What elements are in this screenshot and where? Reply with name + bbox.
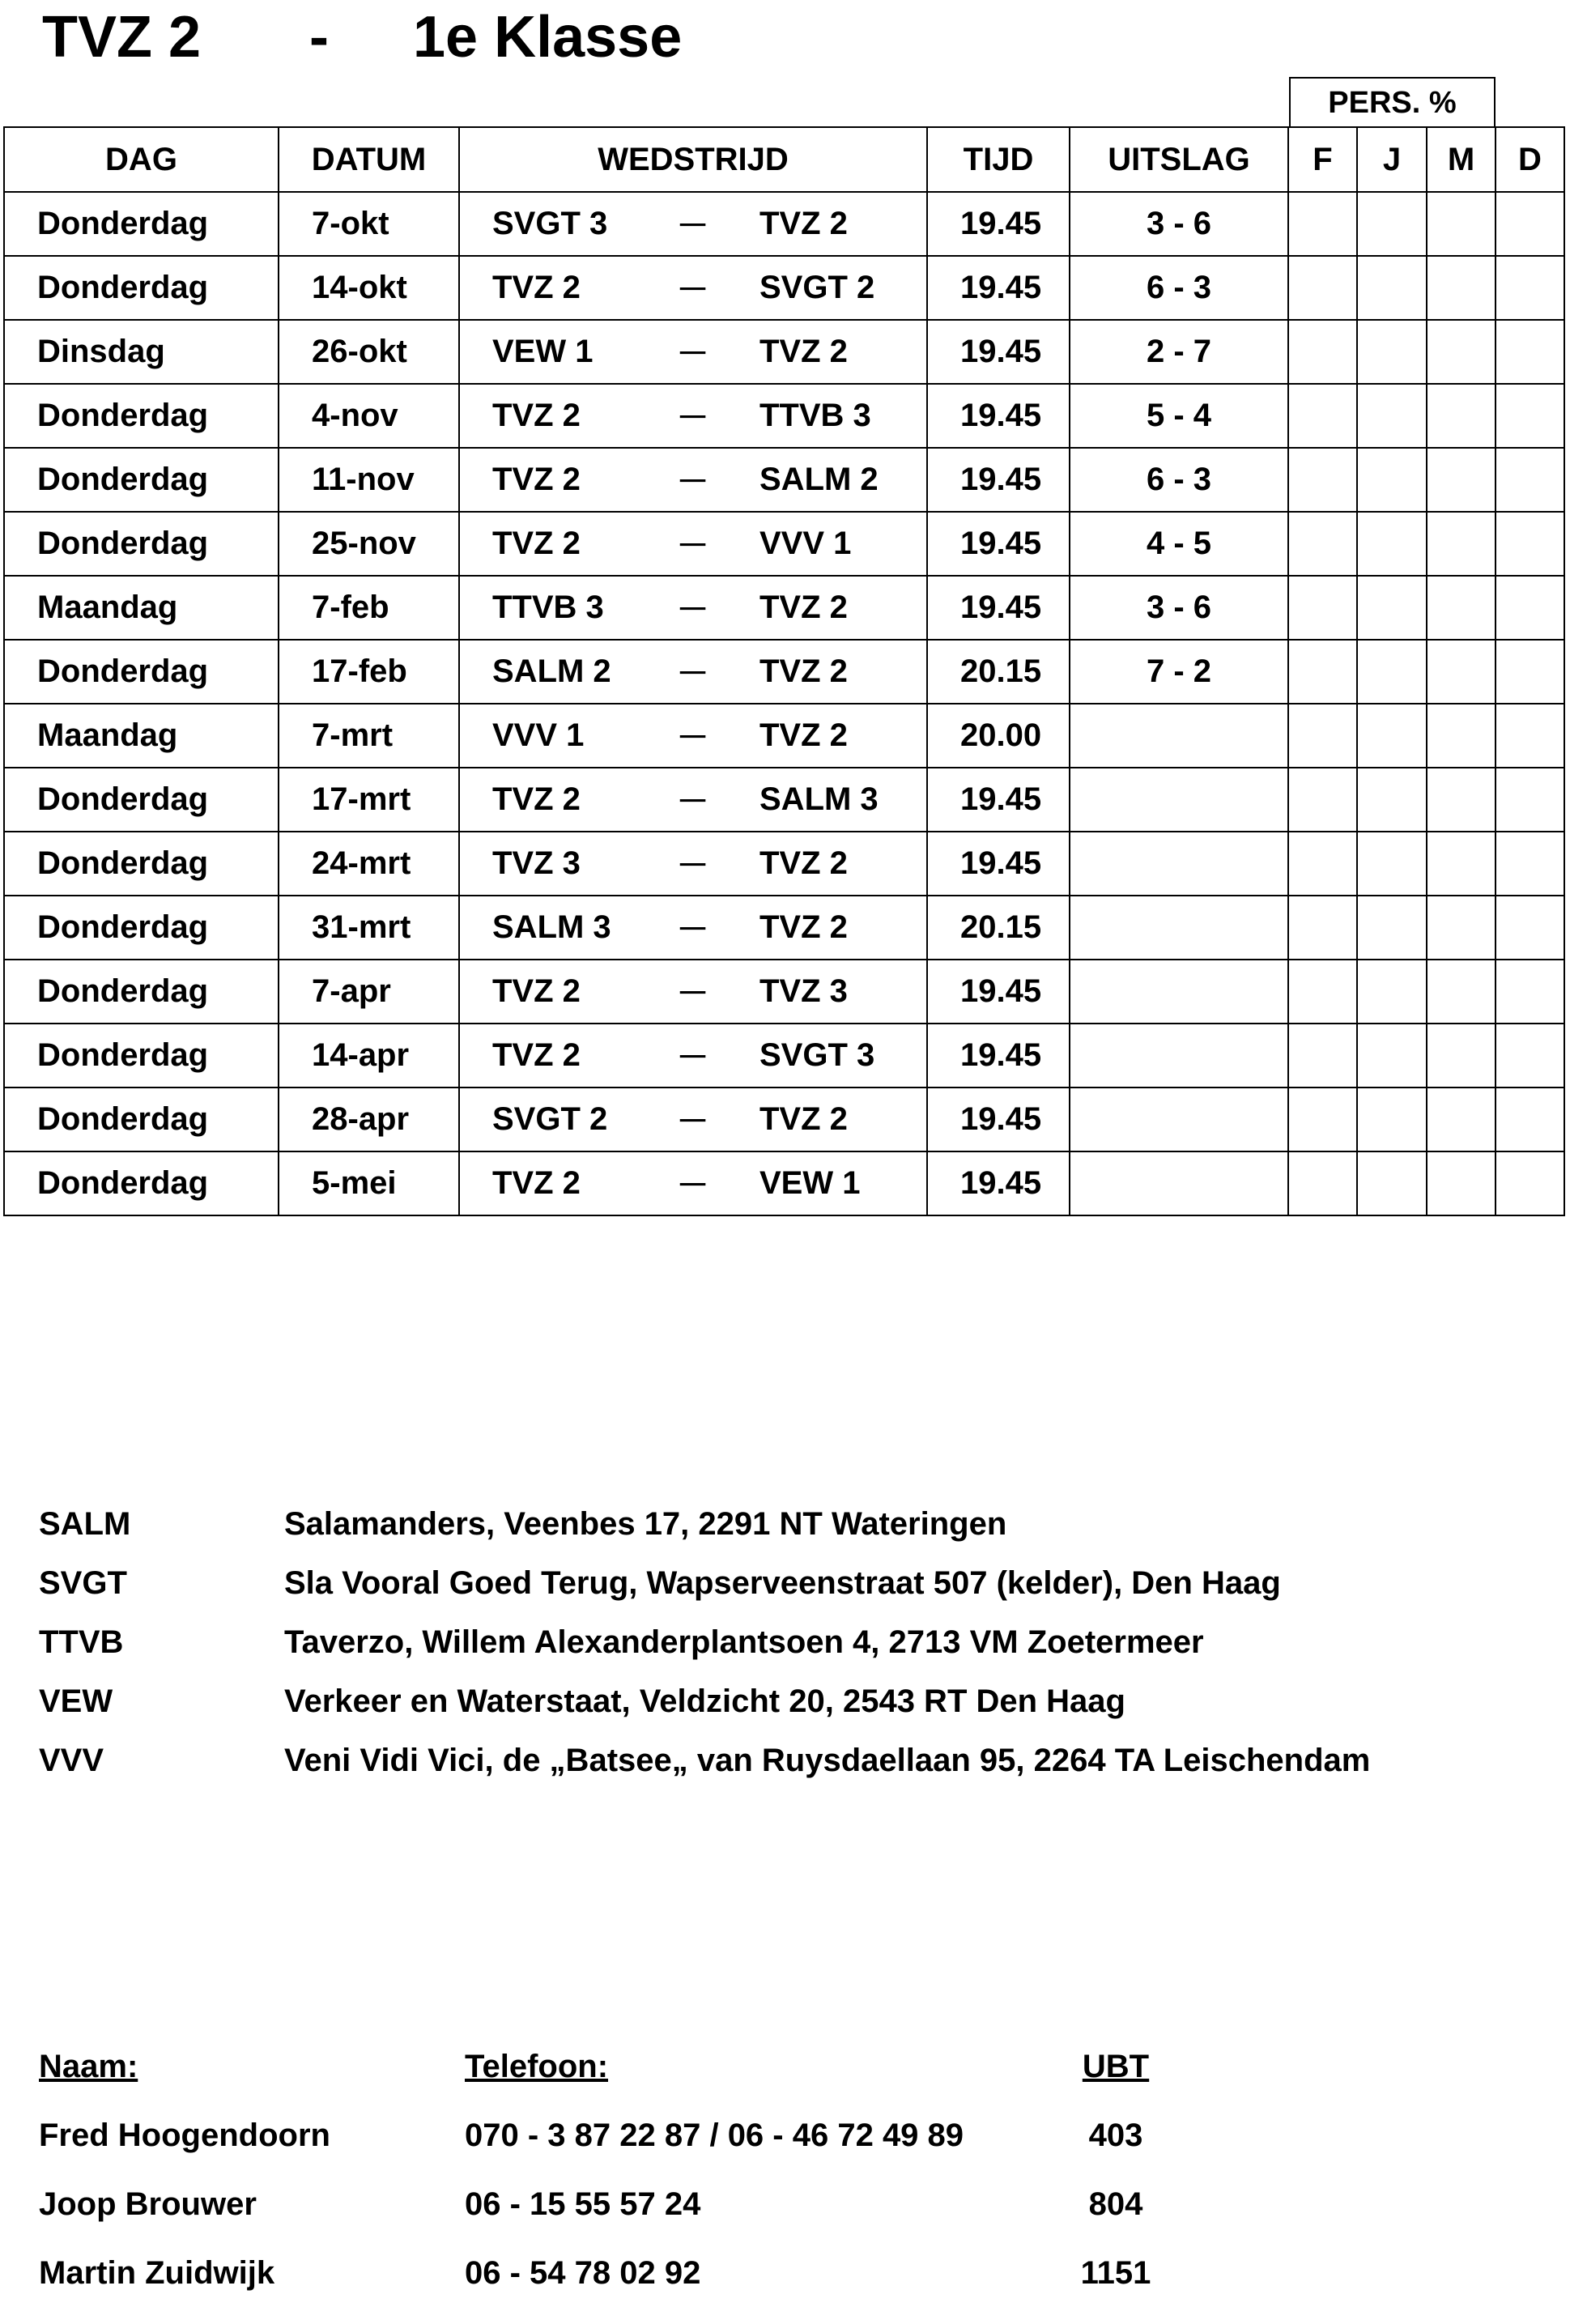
cell-m bbox=[1427, 832, 1496, 896]
cell-f bbox=[1288, 640, 1357, 704]
cell-away-team: TTVB 3 bbox=[727, 384, 927, 448]
cell-tijd: 19.45 bbox=[927, 960, 1070, 1024]
cell-m bbox=[1427, 320, 1496, 384]
cell-dash: ─ bbox=[658, 320, 727, 384]
cell-tijd: 19.45 bbox=[927, 512, 1070, 576]
cell-dash: ─ bbox=[658, 640, 727, 704]
cell-dag: Donderdag bbox=[4, 1024, 279, 1088]
cell-away-team: SVGT 3 bbox=[727, 1024, 927, 1088]
cell-j bbox=[1357, 1024, 1427, 1088]
header-tijd: TIJD bbox=[927, 127, 1070, 192]
cell-j bbox=[1357, 1088, 1427, 1151]
cell-dag: Donderdag bbox=[4, 832, 279, 896]
cell-uitslag bbox=[1070, 1024, 1288, 1088]
cell-f bbox=[1288, 192, 1357, 256]
legend-desc: Veni Vidi Vici, de „Batsee„ van Ruysdaellaan 95, 2264 TA Leischendam bbox=[284, 1743, 1371, 1778]
legend-desc: Verkeer en Waterstaat, Veldzicht 20, 2543 RT Den Haag bbox=[284, 1683, 1125, 1719]
cell-uitslag: 5 - 4 bbox=[1070, 384, 1288, 448]
cell-f bbox=[1288, 960, 1357, 1024]
contact-header-telefoon: Telefoon: bbox=[465, 2049, 609, 2084]
cell-home-team: TVZ 2 bbox=[459, 768, 658, 832]
cell-dash: ─ bbox=[658, 832, 727, 896]
cell-dash: ─ bbox=[658, 448, 727, 512]
header-datum: DATUM bbox=[279, 127, 459, 192]
cell-j bbox=[1357, 320, 1427, 384]
cell-datum: 4-nov bbox=[279, 384, 459, 448]
cell-home-team: TVZ 2 bbox=[459, 512, 658, 576]
cell-home-team: TVZ 2 bbox=[459, 960, 658, 1024]
cell-dash: ─ bbox=[658, 960, 727, 1024]
cell-tijd: 19.45 bbox=[927, 832, 1070, 896]
cell-away-team: VVV 1 bbox=[727, 512, 927, 576]
cell-m bbox=[1427, 1024, 1496, 1088]
cell-d bbox=[1496, 896, 1564, 960]
cell-uitslag bbox=[1070, 1151, 1288, 1215]
cell-away-team: SALM 2 bbox=[727, 448, 927, 512]
table-row bbox=[4, 1151, 1564, 1215]
contact-header-naam: Naam: bbox=[39, 2049, 138, 2084]
cell-home-team: TVZ 2 bbox=[459, 1024, 658, 1088]
cell-d bbox=[1496, 512, 1564, 576]
cell-j bbox=[1357, 896, 1427, 960]
cell-dash: ─ bbox=[658, 896, 727, 960]
cell-f bbox=[1288, 768, 1357, 832]
cell-f bbox=[1288, 448, 1357, 512]
cell-d bbox=[1496, 1088, 1564, 1151]
cell-dag: Donderdag bbox=[4, 384, 279, 448]
cell-away-team: VEW 1 bbox=[727, 1151, 927, 1215]
cell-d bbox=[1496, 256, 1564, 320]
cell-m bbox=[1427, 960, 1496, 1024]
cell-f bbox=[1288, 704, 1357, 768]
header-d: D bbox=[1496, 127, 1564, 192]
title-league: 1e Klasse bbox=[413, 5, 683, 70]
cell-away-team: SALM 3 bbox=[727, 768, 927, 832]
cell-j bbox=[1357, 704, 1427, 768]
cell-j bbox=[1357, 192, 1427, 256]
legend-abbr: SALM bbox=[39, 1506, 131, 1542]
cell-j bbox=[1357, 1151, 1427, 1215]
cell-tijd: 20.15 bbox=[927, 896, 1070, 960]
contact-phone: 070 - 3 87 22 87 / 06 - 46 72 49 89 bbox=[465, 2118, 964, 2153]
header-uitslag: UITSLAG bbox=[1070, 127, 1288, 192]
cell-datum: 17-mrt bbox=[279, 768, 459, 832]
cell-dash: ─ bbox=[658, 1151, 727, 1215]
cell-home-team: TVZ 2 bbox=[459, 256, 658, 320]
cell-f bbox=[1288, 832, 1357, 896]
cell-uitslag: 2 - 7 bbox=[1070, 320, 1288, 384]
cell-uitslag: 6 - 3 bbox=[1070, 256, 1288, 320]
cell-d bbox=[1496, 960, 1564, 1024]
header-m: M bbox=[1427, 127, 1496, 192]
legend-abbr: TTVB bbox=[39, 1624, 124, 1660]
table-row bbox=[4, 384, 1564, 448]
table-row bbox=[4, 448, 1564, 512]
schedule-table bbox=[3, 126, 1565, 1216]
cell-dag: Donderdag bbox=[4, 896, 279, 960]
cell-m bbox=[1427, 640, 1496, 704]
cell-d bbox=[1496, 640, 1564, 704]
cell-home-team: SVGT 3 bbox=[459, 192, 658, 256]
cell-datum: 26-okt bbox=[279, 320, 459, 384]
header-dag: DAG bbox=[4, 127, 279, 192]
cell-f bbox=[1288, 512, 1357, 576]
table-row bbox=[4, 576, 1564, 640]
header-wedstrijd: WEDSTRIJD bbox=[459, 127, 927, 192]
cell-d bbox=[1496, 192, 1564, 256]
cell-m bbox=[1427, 896, 1496, 960]
cell-j bbox=[1357, 768, 1427, 832]
cell-dash: ─ bbox=[658, 1088, 727, 1151]
cell-dag: Donderdag bbox=[4, 448, 279, 512]
cell-f bbox=[1288, 1088, 1357, 1151]
cell-m bbox=[1427, 576, 1496, 640]
cell-uitslag: 6 - 3 bbox=[1070, 448, 1288, 512]
cell-tijd: 19.45 bbox=[927, 576, 1070, 640]
cell-dag: Donderdag bbox=[4, 512, 279, 576]
header-f: F bbox=[1288, 127, 1357, 192]
table-row bbox=[4, 704, 1564, 768]
cell-datum: 31-mrt bbox=[279, 896, 459, 960]
cell-tijd: 19.45 bbox=[927, 320, 1070, 384]
contact-phone: 06 - 54 78 02 92 bbox=[465, 2255, 701, 2291]
header-j: J bbox=[1357, 127, 1427, 192]
cell-tijd: 19.45 bbox=[927, 1024, 1070, 1088]
table-row bbox=[4, 192, 1564, 256]
cell-datum: 7-feb bbox=[279, 576, 459, 640]
cell-uitslag bbox=[1070, 896, 1288, 960]
title-separator: - bbox=[309, 5, 329, 70]
cell-away-team: TVZ 2 bbox=[727, 576, 927, 640]
cell-dash: ─ bbox=[658, 256, 727, 320]
cell-tijd: 19.45 bbox=[927, 256, 1070, 320]
cell-dag: Donderdag bbox=[4, 1088, 279, 1151]
cell-uitslag bbox=[1070, 1088, 1288, 1151]
cell-m bbox=[1427, 512, 1496, 576]
cell-m bbox=[1427, 704, 1496, 768]
cell-home-team: VEW 1 bbox=[459, 320, 658, 384]
cell-uitslag bbox=[1070, 960, 1288, 1024]
cell-dag: Maandag bbox=[4, 576, 279, 640]
legend-abbr: VVV bbox=[39, 1743, 104, 1778]
schedule-header-row bbox=[4, 127, 1564, 192]
table-row bbox=[4, 832, 1564, 896]
cell-d bbox=[1496, 704, 1564, 768]
cell-datum: 17-feb bbox=[279, 640, 459, 704]
contact-ubt: 403 bbox=[1088, 2118, 1143, 2153]
cell-j bbox=[1357, 640, 1427, 704]
cell-f bbox=[1288, 896, 1357, 960]
cell-m bbox=[1427, 1151, 1496, 1215]
cell-d bbox=[1496, 1024, 1564, 1088]
cell-tijd: 19.45 bbox=[927, 1151, 1070, 1215]
cell-dash: ─ bbox=[658, 576, 727, 640]
table-row bbox=[4, 256, 1564, 320]
cell-dag: Donderdag bbox=[4, 960, 279, 1024]
cell-tijd: 19.45 bbox=[927, 1088, 1070, 1151]
cell-f bbox=[1288, 320, 1357, 384]
cell-away-team: SVGT 2 bbox=[727, 256, 927, 320]
cell-datum: 7-apr bbox=[279, 960, 459, 1024]
cell-j bbox=[1357, 512, 1427, 576]
cell-j bbox=[1357, 832, 1427, 896]
cell-away-team: TVZ 2 bbox=[727, 320, 927, 384]
cell-tijd: 20.00 bbox=[927, 704, 1070, 768]
table-row bbox=[4, 320, 1564, 384]
cell-m bbox=[1427, 1088, 1496, 1151]
table-row bbox=[4, 768, 1564, 832]
legend-abbr: VEW bbox=[39, 1683, 113, 1719]
cell-away-team: TVZ 2 bbox=[727, 640, 927, 704]
table-row bbox=[4, 1024, 1564, 1088]
cell-datum: 5-mei bbox=[279, 1151, 459, 1215]
cell-home-team: SALM 3 bbox=[459, 896, 658, 960]
contact-name: Fred Hoogendoorn bbox=[39, 2118, 330, 2153]
cell-tijd: 19.45 bbox=[927, 768, 1070, 832]
cell-tijd: 19.45 bbox=[927, 384, 1070, 448]
cell-datum: 25-nov bbox=[279, 512, 459, 576]
cell-tijd: 20.15 bbox=[927, 640, 1070, 704]
cell-uitslag: 4 - 5 bbox=[1070, 512, 1288, 576]
cell-f bbox=[1288, 1024, 1357, 1088]
table-row bbox=[4, 1088, 1564, 1151]
cell-uitslag: 7 - 2 bbox=[1070, 640, 1288, 704]
cell-uitslag bbox=[1070, 704, 1288, 768]
cell-dag: Maandag bbox=[4, 704, 279, 768]
cell-dag: Donderdag bbox=[4, 192, 279, 256]
cell-j bbox=[1357, 448, 1427, 512]
cell-f bbox=[1288, 384, 1357, 448]
cell-d bbox=[1496, 1151, 1564, 1215]
cell-home-team: TVZ 3 bbox=[459, 832, 658, 896]
cell-dag: Donderdag bbox=[4, 640, 279, 704]
cell-dash: ─ bbox=[658, 384, 727, 448]
cell-datum: 11-nov bbox=[279, 448, 459, 512]
cell-j bbox=[1357, 960, 1427, 1024]
cell-datum: 7-okt bbox=[279, 192, 459, 256]
cell-m bbox=[1427, 448, 1496, 512]
contact-ubt: 804 bbox=[1088, 2186, 1143, 2222]
cell-home-team: SALM 2 bbox=[459, 640, 658, 704]
cell-m bbox=[1427, 384, 1496, 448]
cell-datum: 14-okt bbox=[279, 256, 459, 320]
cell-dag: Donderdag bbox=[4, 256, 279, 320]
contact-name: Martin Zuidwijk bbox=[39, 2255, 275, 2291]
cell-home-team: TVZ 2 bbox=[459, 1151, 658, 1215]
cell-dag: Dinsdag bbox=[4, 320, 279, 384]
contact-header-ubt: UBT bbox=[1082, 2049, 1150, 2084]
cell-away-team: TVZ 2 bbox=[727, 1088, 927, 1151]
table-row bbox=[4, 512, 1564, 576]
cell-m bbox=[1427, 256, 1496, 320]
cell-home-team: VVV 1 bbox=[459, 704, 658, 768]
cell-away-team: TVZ 2 bbox=[727, 896, 927, 960]
cell-dash: ─ bbox=[658, 704, 727, 768]
cell-datum: 24-mrt bbox=[279, 832, 459, 896]
cell-d bbox=[1496, 320, 1564, 384]
cell-f bbox=[1288, 1151, 1357, 1215]
cell-uitslag bbox=[1070, 832, 1288, 896]
cell-d bbox=[1496, 832, 1564, 896]
cell-dag: Donderdag bbox=[4, 1151, 279, 1215]
cell-f bbox=[1288, 256, 1357, 320]
cell-home-team: TVZ 2 bbox=[459, 384, 658, 448]
title-team: TVZ 2 bbox=[42, 5, 202, 70]
cell-uitslag bbox=[1070, 768, 1288, 832]
cell-tijd: 19.45 bbox=[927, 448, 1070, 512]
legend-desc: Salamanders, Veenbes 17, 2291 NT Wateringen bbox=[284, 1506, 1007, 1542]
pers-percentage-label: PERS. % bbox=[1289, 77, 1496, 127]
cell-uitslag: 3 - 6 bbox=[1070, 576, 1288, 640]
table-row bbox=[4, 896, 1564, 960]
cell-d bbox=[1496, 448, 1564, 512]
cell-home-team: TTVB 3 bbox=[459, 576, 658, 640]
cell-dash: ─ bbox=[658, 192, 727, 256]
cell-away-team: TVZ 2 bbox=[727, 832, 927, 896]
cell-dag: Donderdag bbox=[4, 768, 279, 832]
cell-datum: 7-mrt bbox=[279, 704, 459, 768]
cell-home-team: TVZ 2 bbox=[459, 448, 658, 512]
cell-f bbox=[1288, 576, 1357, 640]
cell-dash: ─ bbox=[658, 768, 727, 832]
legend-desc: Sla Vooral Goed Terug, Wapserveenstraat 507 (kelder), Den Haag bbox=[284, 1565, 1281, 1601]
cell-home-team: SVGT 2 bbox=[459, 1088, 658, 1151]
page-title bbox=[42, 5, 683, 70]
legend-abbr: SVGT bbox=[39, 1565, 127, 1601]
legend-desc: Taverzo, Willem Alexanderplantsoen 4, 2713 VM Zoetermeer bbox=[284, 1624, 1204, 1660]
cell-datum: 14-apr bbox=[279, 1024, 459, 1088]
cell-dash: ─ bbox=[658, 512, 727, 576]
cell-uitslag: 3 - 6 bbox=[1070, 192, 1288, 256]
cell-d bbox=[1496, 384, 1564, 448]
contact-name: Joop Brouwer bbox=[39, 2186, 257, 2222]
cell-d bbox=[1496, 576, 1564, 640]
cell-tijd: 19.45 bbox=[927, 192, 1070, 256]
cell-m bbox=[1427, 768, 1496, 832]
cell-away-team: TVZ 2 bbox=[727, 704, 927, 768]
cell-datum: 28-apr bbox=[279, 1088, 459, 1151]
contact-phone: 06 - 15 55 57 24 bbox=[465, 2186, 701, 2222]
cell-j bbox=[1357, 384, 1427, 448]
cell-away-team: TVZ 3 bbox=[727, 960, 927, 1024]
cell-j bbox=[1357, 576, 1427, 640]
contact-ubt: 1151 bbox=[1080, 2255, 1151, 2291]
cell-m bbox=[1427, 192, 1496, 256]
cell-d bbox=[1496, 768, 1564, 832]
cell-j bbox=[1357, 256, 1427, 320]
cell-away-team: TVZ 2 bbox=[727, 192, 927, 256]
table-row bbox=[4, 640, 1564, 704]
cell-dash: ─ bbox=[658, 1024, 727, 1088]
table-row bbox=[4, 960, 1564, 1024]
